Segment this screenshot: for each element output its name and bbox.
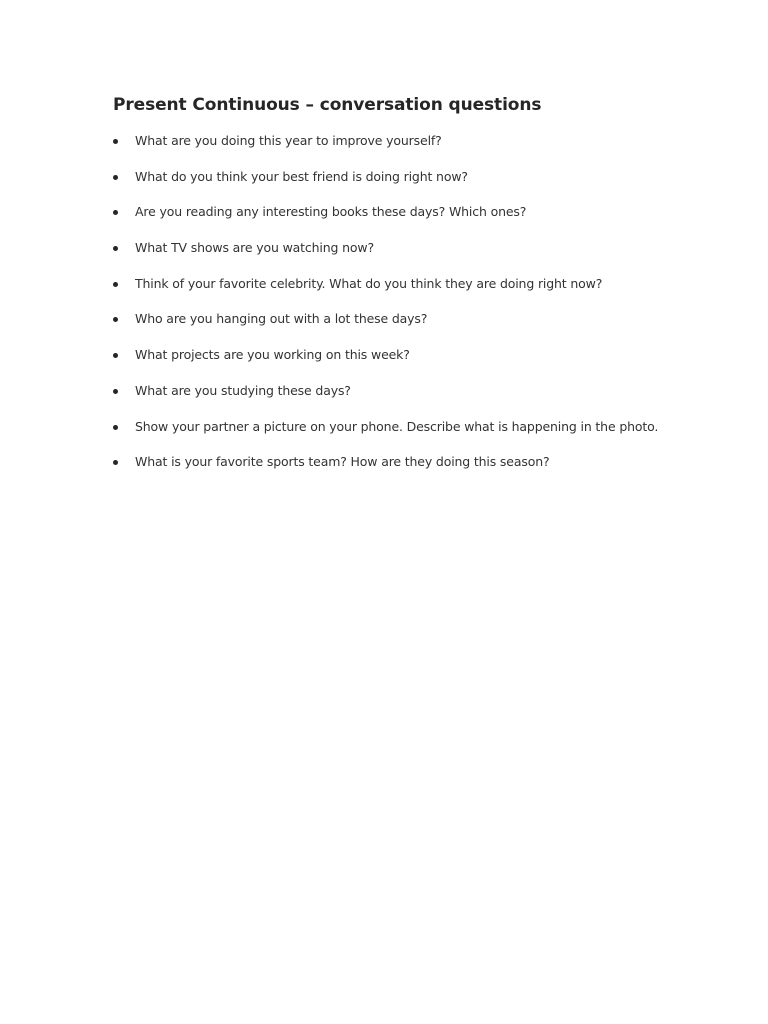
list-item [113,382,713,418]
list-item [113,132,713,168]
list-item [113,418,713,454]
bullet-icon [113,139,118,144]
question-text: What TV shows are you watching now? [135,240,374,256]
bullet-icon [113,425,118,430]
list-item [113,310,713,346]
list-item [113,453,713,489]
question-text: What projects are you working on this week? [135,347,410,363]
bullet-icon [113,389,118,394]
question-text: Show your partner a picture on your phone. Describe what is happening in the photo. [135,418,659,434]
bullet-icon [113,175,118,180]
list-item [113,203,713,239]
bullet-icon [113,246,118,251]
bullet-icon [113,460,118,465]
question-list [113,132,713,489]
list-item [113,275,713,311]
question-text: Think of your favorite celebrity. What do you think they are doing right now? [135,275,603,291]
question-text: What are you doing this year to improve yourself? [135,133,442,148]
question-text: Are you reading any interesting books these days? Which ones? [135,204,527,220]
question-text: Who are you hanging out with a lot these days? [135,311,428,327]
list-item [113,168,713,204]
list-item [113,239,713,275]
document-page [113,92,713,489]
bullet-icon [113,282,118,287]
question-text: What is your favorite sports team? How are they doing this season? [135,454,550,470]
question-text: What do you think your best friend is doing right now? [135,168,468,184]
list-item [113,346,713,382]
bullet-icon [113,353,118,358]
bullet-icon [113,317,118,322]
page-title: Present Continuous – conversation questions [113,95,542,115]
question-text: What are you studying these days? [135,382,351,398]
bullet-icon [113,210,118,215]
